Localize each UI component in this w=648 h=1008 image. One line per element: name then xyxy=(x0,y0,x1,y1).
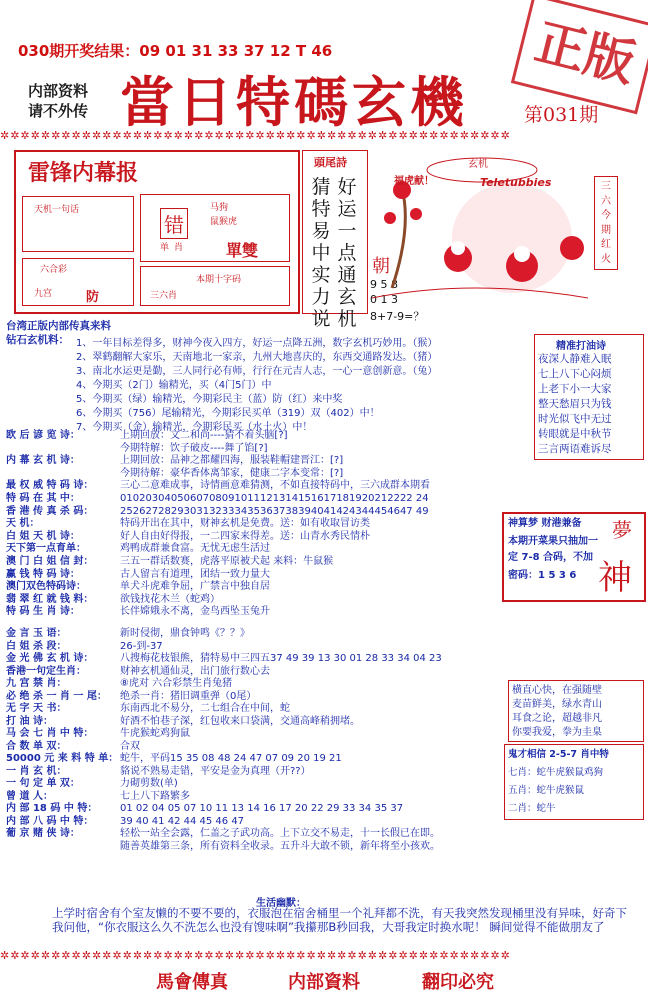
row-text: 三心二意难成事，诗情画意难猜测，不如直接特码中，三六成群本期看 xyxy=(120,480,430,492)
row-label: 九 宫 禁 肖： xyxy=(6,678,67,689)
text-row xyxy=(6,703,290,715)
shuang-label: 單雙 xyxy=(226,241,259,260)
right-box-1-line: 七上八下心闷烦 xyxy=(538,368,612,380)
row-label: 天 机： xyxy=(6,518,40,530)
right-box-1-lines xyxy=(538,352,642,457)
vertical-box-char: 火 xyxy=(601,253,611,265)
text-row xyxy=(6,531,370,543)
text-row xyxy=(6,455,343,467)
stamp-seal: 正版 xyxy=(511,0,648,114)
text-row xyxy=(6,594,220,606)
right-box-4-line3: 二肖：蛇牛 xyxy=(508,803,556,814)
text-row xyxy=(6,653,442,665)
row-label: 合 数 单 双： xyxy=(6,740,67,752)
row-label: 一 肖 玄 机： xyxy=(6,765,67,777)
draw-result: 030期开奖结果：09 01 31 33 37 12 T 46 xyxy=(18,42,333,60)
row-label: 赢 钱 特 码 诗： xyxy=(6,568,80,580)
row-text: 三五一群话数赛，虎落平原被犬起 来料：牛鼠猴 xyxy=(120,556,334,567)
side-note-1: 内部资料 xyxy=(28,82,89,100)
row-text: 今期待解：豪华香体离邹家，健康二字本变常：[?] xyxy=(120,467,344,479)
row-label: 内 部 18 码 中 特： xyxy=(6,803,98,814)
vertical-box-char: 红 xyxy=(601,239,611,250)
row-label: 葡 京 赌 侠 诗： xyxy=(6,828,80,839)
text-row xyxy=(6,803,403,815)
row-label: 内 幕 玄 机 诗： xyxy=(6,455,80,467)
col2-char: 运 xyxy=(337,198,357,220)
col2-char: 一 xyxy=(337,220,357,242)
news-sub-1: 天机一句话 xyxy=(34,205,80,215)
text-row xyxy=(6,518,370,530)
right-box-1-line: 三言两语难诉尽 xyxy=(538,443,612,455)
row-text: 3、南北水运更是勤，三人同行必有师，行行在元吉人志，一心一意创新意。（兔） xyxy=(76,366,438,377)
news-sub-3: 九宫 xyxy=(34,289,53,299)
row-text: 7、今期买（金）输精光，今期彩民买（水土火）中！ xyxy=(76,422,313,433)
star-divider-top: ✲✲✲✲✲✲✲✲✲✲✲✲✲✲✲✲✲✲✲✲✲✲✲✲✲✲✲✲✲✲✲✲✲✲✲✲✲✲✲✲✲✲✲✲✲✲✲✲✲✲ xyxy=(0,130,511,142)
text-row xyxy=(6,728,190,740)
poem-column-1 xyxy=(310,176,332,330)
row-text: 牛虎猴蛇鸡狗鼠 xyxy=(120,728,190,739)
row-label: 50000 元 来 料 特 单： xyxy=(6,753,119,764)
right-box-3-lines xyxy=(512,684,644,740)
vertical-box-text xyxy=(598,180,614,267)
cuo-char: 错 xyxy=(160,208,188,239)
text-row xyxy=(6,816,244,828)
row-label: 打 油 诗： xyxy=(6,715,53,727)
poem-num-2: 0 1 3 xyxy=(370,293,398,306)
row-text: 古人留言有道理，团结一致力量大 xyxy=(120,568,270,580)
news-sub-8: 鼠猴虎 xyxy=(210,217,238,227)
col1-char: 说 xyxy=(311,308,331,330)
section-title-1: 台湾正版内部传真来料 xyxy=(6,320,111,332)
row-text: 随善英雄第三条，所有资料全收录。五升斗大敢不锁，新年将至小孩欢。 xyxy=(120,840,440,852)
row-text: 貉说不熟易走错，平安是金为真理（开??） xyxy=(120,765,311,777)
right-box-3-line: 横直心快，在强随壁 xyxy=(512,685,602,696)
row-text: ⑧虎对 六合彩禁生肖兔猪 xyxy=(120,678,233,689)
row-text: 6、今期买（756）尾输精光，今期彩民买单（319）双（402）中！ xyxy=(76,408,380,419)
row-text: 今期特解：饮子破皮----舞了馅[?] xyxy=(120,442,268,454)
row-text: 2、翠鹤翻解大家乐，天南地北一家亲，九州大地喜庆的，东西交通路发达。（猪） xyxy=(76,352,438,363)
text-row xyxy=(6,628,250,640)
row-text: 26-到-37 xyxy=(120,640,163,652)
text-row xyxy=(6,791,190,803)
humor-title: 生活幽默： xyxy=(256,898,306,909)
row-label: 香港一句定生肖： xyxy=(6,665,86,677)
news-tiny-1: 单 xyxy=(160,243,170,253)
news-box-title: 雷锋内幕报 xyxy=(28,160,139,186)
col1-char: 力 xyxy=(311,286,331,308)
text-row xyxy=(6,480,430,492)
right-box-1-title: 精准打油诗 xyxy=(556,341,606,352)
row-label: 天下第一点育单： xyxy=(6,543,86,555)
row-label: 一 句 定 单 双： xyxy=(6,778,80,789)
row-text: 鸡鸭成群兼食富。无忧无虑生活过 xyxy=(120,543,270,555)
right-box-4-title: 鬼才相信 2-5-7 肖中特 xyxy=(508,749,609,760)
poem-num-3: 8+7-9=？ xyxy=(370,310,425,323)
row-text: 上期回放：品神之都耀四海，服装鞋帽建晋江：[?] xyxy=(120,455,344,467)
row-label: 澳门双色特码诗： xyxy=(6,581,86,593)
row-label: 香 港 传 真 杀 码： xyxy=(6,505,94,517)
star-divider-bottom: ✲✲✲✲✲✲✲✲✲✲✲✲✲✲✲✲✲✲✲✲✲✲✲✲✲✲✲✲✲✲✲✲✲✲✲✲✲✲✲✲✲✲✲✲✲✲✲✲✲✲ xyxy=(0,950,511,962)
right-box-2-line1: 本期开菜果只抽加一 xyxy=(508,536,598,547)
text-row xyxy=(6,753,342,765)
row-text: 欲钱找花木兰（蛇鸡） xyxy=(120,593,220,605)
picture-label-2: 玄机 xyxy=(468,159,488,170)
picture-label-1: 福虎献！ xyxy=(394,176,434,187)
row-label: 马 会 七 肖 中 特： xyxy=(6,728,94,739)
row-text: 长伴嫦娥永不离，金鸟西坠玉兔升 xyxy=(120,606,270,618)
news-sub-4: 防 xyxy=(86,290,100,305)
col1-char: 猜 xyxy=(311,176,331,198)
text-row xyxy=(6,506,429,518)
humor-text: 上学时宿舍有个室友懒的不要不要的，衣服泡在宿舍桶里一个礼拜都不洗，有天我突然发现桶里没有异味，好奇下我问他，“你衣服这么久不洗怎么也没有馊味啊”我攥那B秒回我，大哥我定时换水呢！ 瞬间觉得不能做朋友了 xyxy=(52,906,627,934)
row-text: 绝杀一肖：猪旧调重弹（0尾） xyxy=(120,690,257,702)
text-row xyxy=(6,556,333,568)
news-sub-5: 本期十字码 xyxy=(196,275,242,285)
section-title-2: 钻石玄机料： xyxy=(6,334,69,346)
right-box-1-line: 夜深人静难入眠 xyxy=(538,353,612,365)
row-label: 内 部 八 码 中 特： xyxy=(6,815,94,827)
text-row xyxy=(6,606,270,618)
col1-char: 易 xyxy=(311,220,331,242)
right-box-2-big-1: 夢 xyxy=(612,518,632,542)
text-row xyxy=(6,778,178,790)
row-text: 5、今期买（绿）输精光，今期彩民主（蓝）防（红）来中奖 xyxy=(76,394,343,405)
side-note-2: 请不外传 xyxy=(28,102,89,120)
text-row xyxy=(76,338,437,350)
row-text: 特码开出在其中，财神玄机是免费。送：如有收取冒访类 xyxy=(120,518,370,530)
row-text: 财神玄机通仙灵，出门旅行数心去 xyxy=(120,665,270,677)
text-row xyxy=(76,380,271,392)
row-label: 曾 道 人： xyxy=(6,790,53,802)
row-label: 金 光 佛 玄 机 诗： xyxy=(6,653,94,664)
col2-char: 玄 xyxy=(337,286,357,308)
right-box-2-line3: 密码：1 5 3 6 xyxy=(508,570,577,581)
text-row xyxy=(6,581,270,593)
news-tiny-2: 肖 xyxy=(174,243,184,253)
row-label: 特 码 在 其 中： xyxy=(6,493,80,504)
issue-number: 第031期 xyxy=(524,104,599,126)
right-box-1-line: 转眼就是中秋节 xyxy=(538,428,612,440)
news-sub-2: 六合彩 xyxy=(40,265,68,275)
vertical-box-char: 六 xyxy=(601,195,611,207)
vertical-box-char: 期 xyxy=(601,224,611,236)
right-box-1-line: 上老下小一大家 xyxy=(538,383,612,395)
row-text: 0102030405060708091011121314151617181920212222 24 xyxy=(120,493,429,504)
col2-char: 通 xyxy=(337,264,357,286)
page-title: 當日特碼玄機 xyxy=(120,70,468,134)
right-box-2-title: 神算梦 财港兼备 xyxy=(508,518,582,529)
text-row xyxy=(6,493,429,505)
text-row xyxy=(6,691,256,703)
row-text: 七上八下路繁多 xyxy=(120,790,190,802)
row-text: 单犬斗虎难争屈，广禁言中独自居 xyxy=(120,581,270,593)
row-text: 2526272829303132333435363738394041424344454647 49 xyxy=(120,505,429,517)
footer-right: 翻印必究 xyxy=(422,972,494,993)
text-row xyxy=(76,394,342,406)
row-text: 八搜梅花枝银熊，猜特易中三四五37 49 39 13 30 01 28 33 34 04 23 xyxy=(120,653,442,664)
text-row xyxy=(76,408,380,420)
right-box-4-line2: 五肖：蛇牛虎猴鼠 xyxy=(508,785,585,796)
row-label: 白 姐 天 机 诗： xyxy=(6,530,80,542)
col2-char: 点 xyxy=(337,242,357,264)
col1-char: 实 xyxy=(311,264,331,286)
right-box-1-line: 时光似飞中无过 xyxy=(538,413,612,425)
col1-char: 中 xyxy=(311,242,331,264)
right-box-2-line2: 定 7-8 合码，不加 xyxy=(508,552,594,563)
text-row xyxy=(6,430,288,442)
footer-middle: 内部資料 xyxy=(288,972,360,993)
text-row xyxy=(6,641,163,653)
row-label: 特 码 生 肖 诗： xyxy=(6,606,80,618)
col2-char: 机 xyxy=(337,308,357,330)
row-text: 1、一年目标差得多，财神今夜入四方，好运一点降五洲，数字玄机巧妙用。（猴） xyxy=(76,338,438,349)
row-text: 好酒不怕巷子深，红包收来口袋满，交通高峰稍拥堵。 xyxy=(120,715,360,727)
row-label: 金 言 玉 语： xyxy=(6,628,67,639)
row-text: 上期回放：文二和尚----猜不着头脑[?] xyxy=(120,430,288,441)
vertical-box-char: 三 xyxy=(601,181,611,192)
row-text: 合双 xyxy=(120,740,140,752)
text-row xyxy=(6,443,268,455)
right-box-3-line: 耳食之论，超越非凡 xyxy=(512,713,602,724)
poem-column-2 xyxy=(336,176,358,330)
text-row xyxy=(6,766,311,778)
poem-head: 頭尾詩 xyxy=(314,156,347,169)
row-text: 39 40 41 42 44 45 46 47 xyxy=(120,815,245,827)
right-box-2-big-2: 神 xyxy=(598,558,632,598)
text-row xyxy=(6,569,270,581)
row-text: 新时侵彻，鼎食钟鸣《？？》 xyxy=(120,628,250,639)
row-text: 好人自由好得报，一二四家来得差。送：山青水秀民情朴 xyxy=(120,530,370,542)
footer-left: 馬會傳真 xyxy=(156,972,228,993)
text-row xyxy=(6,666,270,678)
text-row xyxy=(6,678,232,690)
row-text: 4、今期买（2门）输精光，买（4门5门）中 xyxy=(76,380,272,391)
row-label: 最 权 威 特 码 诗： xyxy=(6,480,94,492)
row-label: 无 字 天 书： xyxy=(6,703,67,714)
row-text: 力砌剪数(单) xyxy=(120,778,178,789)
picture-label-3: Teletubbies xyxy=(480,176,552,189)
row-text: 蛇牛，平码15 35 08 48 24 47 07 09 20 19 21 xyxy=(120,753,342,764)
right-box-4-line1: 七肖：蛇牛虎猴鼠鸡狗 xyxy=(508,767,604,778)
row-label: 翡 翠 红 就 钱 料： xyxy=(6,593,94,605)
right-box-1-line: 整天愁眉只为钱 xyxy=(538,398,612,410)
row-label: 白 姐 杀 段： xyxy=(6,640,67,652)
text-row xyxy=(6,543,270,555)
text-row xyxy=(6,468,343,480)
right-box-3-line: 麦苗鲜美，绿水青山 xyxy=(512,699,602,710)
row-label: 必 绝 杀 一 肖 一 尾： xyxy=(6,690,107,702)
row-label: 欧 后 谚 览 诗： xyxy=(6,430,80,441)
text-row xyxy=(6,716,360,728)
news-sub-7: 马狗 xyxy=(210,203,229,213)
vertical-box-char: 今 xyxy=(601,210,611,221)
poem-num-1: 9 5 8 xyxy=(370,278,398,291)
text-row xyxy=(6,828,440,840)
text-row xyxy=(76,366,437,378)
row-text: 轻松一站全会露，仁盖之子武功高。上下立交不易走，十一长假已在即。 xyxy=(120,828,440,839)
col2-char: 好 xyxy=(337,176,357,198)
text-row xyxy=(6,741,140,753)
col1-char: 特 xyxy=(311,198,331,220)
row-text: 01 02 04 05 07 10 11 13 14 16 17 20 22 29 33 34 35 37 xyxy=(120,803,404,814)
row-text: 东南西北不易分，二七组合在中间，蛇 xyxy=(120,703,290,714)
news-sub-6: 三六肖 xyxy=(150,291,178,301)
right-box-3-line: 你要我爱，拳为圭臬 xyxy=(512,727,602,738)
text-row xyxy=(76,352,437,364)
row-label: 澳 门 白 姐 信 封： xyxy=(6,556,94,567)
chao-char: 朝 xyxy=(372,256,390,277)
text-row xyxy=(6,841,440,853)
